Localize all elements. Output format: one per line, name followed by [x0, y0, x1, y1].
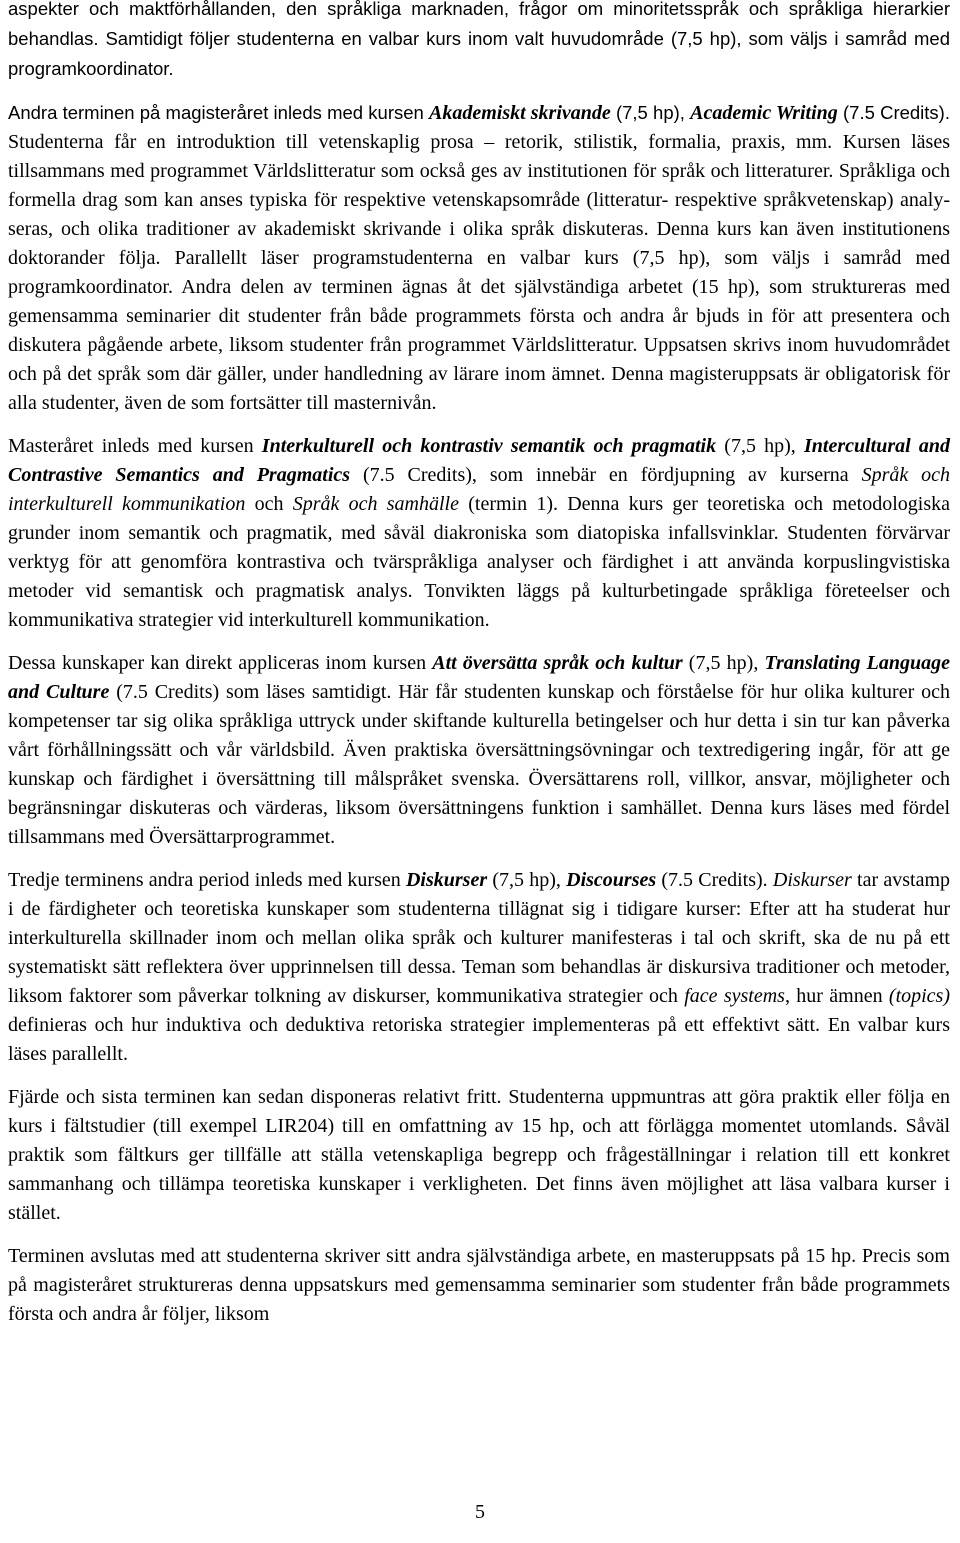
text-run: Akademiskt skrivande: [429, 102, 611, 124]
text-run: Att översätta språk och kultur: [432, 652, 683, 674]
text-run: (7.5 Credits), som innebär en fördjupning av kurserna: [350, 464, 862, 486]
text-run: Intercultural and Contrastive Semantics and Pragmatics: [8, 435, 950, 486]
paragraph-6: [8, 1083, 950, 1228]
text-run: och: [245, 493, 293, 515]
text-run: Diskurser: [772, 869, 852, 891]
paragraph-3: [8, 432, 950, 635]
text-run: (7.5 Credits) som läses samtidigt. Här får studenten kunskap och förståelse för hur olika kulturer och kompetenser tar sig olika språkliga uttryck under skiftande kulturella betingelser och hur detta i sin tur kan påverka vårt förhållningssätt och vår världsbild. Även praktiska översättningsövningar och textredigering ingår, för att ge kunskap och färdighet i översättning till målspråket svenska. Översättarens roll, villkor, ansvar, möjligheter och begränsningar diskuteras och värderas, liksom översättningens funktion i samhället. Denna kurs läses med fördel tillsammans med Översättarprogrammet.: [8, 681, 950, 848]
text-run: Discourses: [566, 869, 657, 891]
text-run: Fjärde och sista terminen kan sedan disponeras relativt fritt. Studenterna uppmuntras att göra praktik eller följa en kurs i fältstudier (till exempel LIR204) till en omfattning av 15 hp, och att förlägga momentet utomlands. Såväl praktik som fältkurs ger tillfälle att ställa vetenskapliga begrepp och frågeställningar i relation till ett konkret sammanhang och tillämpa teoretiska kunskaper i verkligheten. Det finns även möjlighet att läsa valbara kurser i stället.: [8, 1086, 950, 1224]
text-run: Masteråret inleds med kursen: [8, 435, 262, 457]
text-run: , hur ämnen: [784, 985, 889, 1007]
text-run: (topics): [888, 985, 950, 1007]
text-run: (7,5 hp),: [610, 102, 691, 123]
text-run: aspekter och maktförhållanden, den språkliga marknaden, frågor om minoritetsspråk och språkliga hierarkier behandlas. Samtidigt följer studenterna en valbar kurs inom valt huvudområde (7,5 hp), som väljs i samråd med programkoordinator.: [8, 0, 950, 79]
text-run: Terminen avslutas med att studenterna skriver sitt andra självständiga arbete, en masteruppsats på 15 hp. Precis som på magisteråret struktureras denna uppsatskurs med gemensamma seminarier som studenter från både programmets första och andra år följer, liksom: [8, 1245, 950, 1325]
paragraph-5: [8, 866, 950, 1069]
paragraph-7: [8, 1242, 950, 1329]
text-run: (7,5 hp),: [487, 869, 567, 891]
body-text: [8, 0, 950, 1329]
text-run: Språk och interkulturell kommunikation: [8, 464, 950, 515]
text-run: Tredje terminens andra period inleds med kursen: [8, 869, 406, 891]
paragraph-1: [8, 0, 950, 84]
text-run: definieras och hur induktiva och deduktiva retoriska strategier implementeras på ett effektivt sätt. En valbar kurs läses parallellt.: [8, 1014, 950, 1065]
text-run: (7.5 Credits).: [837, 102, 950, 123]
text-run: Translating Language and Culture: [8, 652, 950, 703]
paragraph-2: [8, 98, 950, 418]
text-run: Språk och samhälle: [292, 493, 459, 515]
text-run: (7,5 hp),: [682, 652, 765, 674]
text-run: (7,5 hp),: [716, 435, 804, 457]
text-run: (termin 1). Denna kurs ger teoretiska och metodologiska grunder inom semantik och pragmatik, med såväl diakroniska som diatopiska infallsvinklar. Studenten förvärvar verktyg för att genomföra kontrastiva och tvärspråkliga analyser och färdighet i att använda korpuslingvistiska metoder vid semantisk och pragmatisk analys. Tonvikten läggs på kulturbetingade språkliga företeelser och kommunikativa strategier vid interkulturell kommunikation.: [8, 493, 951, 631]
page-number: 5: [475, 1501, 485, 1523]
text-run: Interkulturell och kontrastiv semantik och pragmatik: [261, 435, 717, 457]
text-run: Andra terminen på magisteråret inleds med kursen: [8, 102, 430, 123]
text-run: Dessa kunskaper kan direkt appliceras inom kursen: [8, 652, 433, 674]
text-run: Studenterna får en introduktion till vetenskaplig prosa – retorik, stilistik, formalia, praxis, mm. Kursen läses tillsammans med programmet Världslitteratur som också ges av institutionen för språk och litteraturer. Språkliga och formella drag som kan anses typiska för respektive vetenskapsområde (litteratur- respektive språkvetenskap) analyseras, och olika traditioner av akademiskt skrivande i olika språk diskuteras. Denna kurs kan även institutionens doktorander följa. Parallellt läser programstudenterna en valbar kurs (7,5 hp), som väljs i samråd med programkoordinator. Andra delen av terminen ägnas åt det självständiga arbetet (15 hp), som struktureras med gemensamma seminarier dit studenter från både programmets första och andra år bjuds in för att presentera och diskutera pågående arbete, liksom studenter från programmet Världslitteratur. Uppsatsen skrivs inom huvudområdet och på det språk som där gäller, under handledning av lärare inom ämnet. Denna magisteruppsats är obligatorisk för alla studenter, även de som fortsätter till masternivån.: [8, 131, 950, 414]
text-run: Diskurser: [405, 869, 488, 891]
text-run: (7.5 Credits).: [656, 869, 773, 891]
text-run: Academic Writing: [690, 102, 838, 124]
text-run: tar avstamp i de färdigheter och teoretiska kunskaper som studenterna tillägnat sig i tidigare kurser: Efter att ha studerat hur interkulturella skillnader inom och mellan olika språk och kulturer manifesteras i tal och skrift, ska de nu på ett systematiskt sätt reflektera över upprinnelsen till dessa. Teman som behandlas är diskursiva traditioner och metoder, liksom faktorer som påverkar tolkning av diskurser, kommunikativa strategier och: [8, 869, 951, 1007]
text-run: face systems: [684, 985, 785, 1007]
paragraph-4: [8, 649, 950, 852]
